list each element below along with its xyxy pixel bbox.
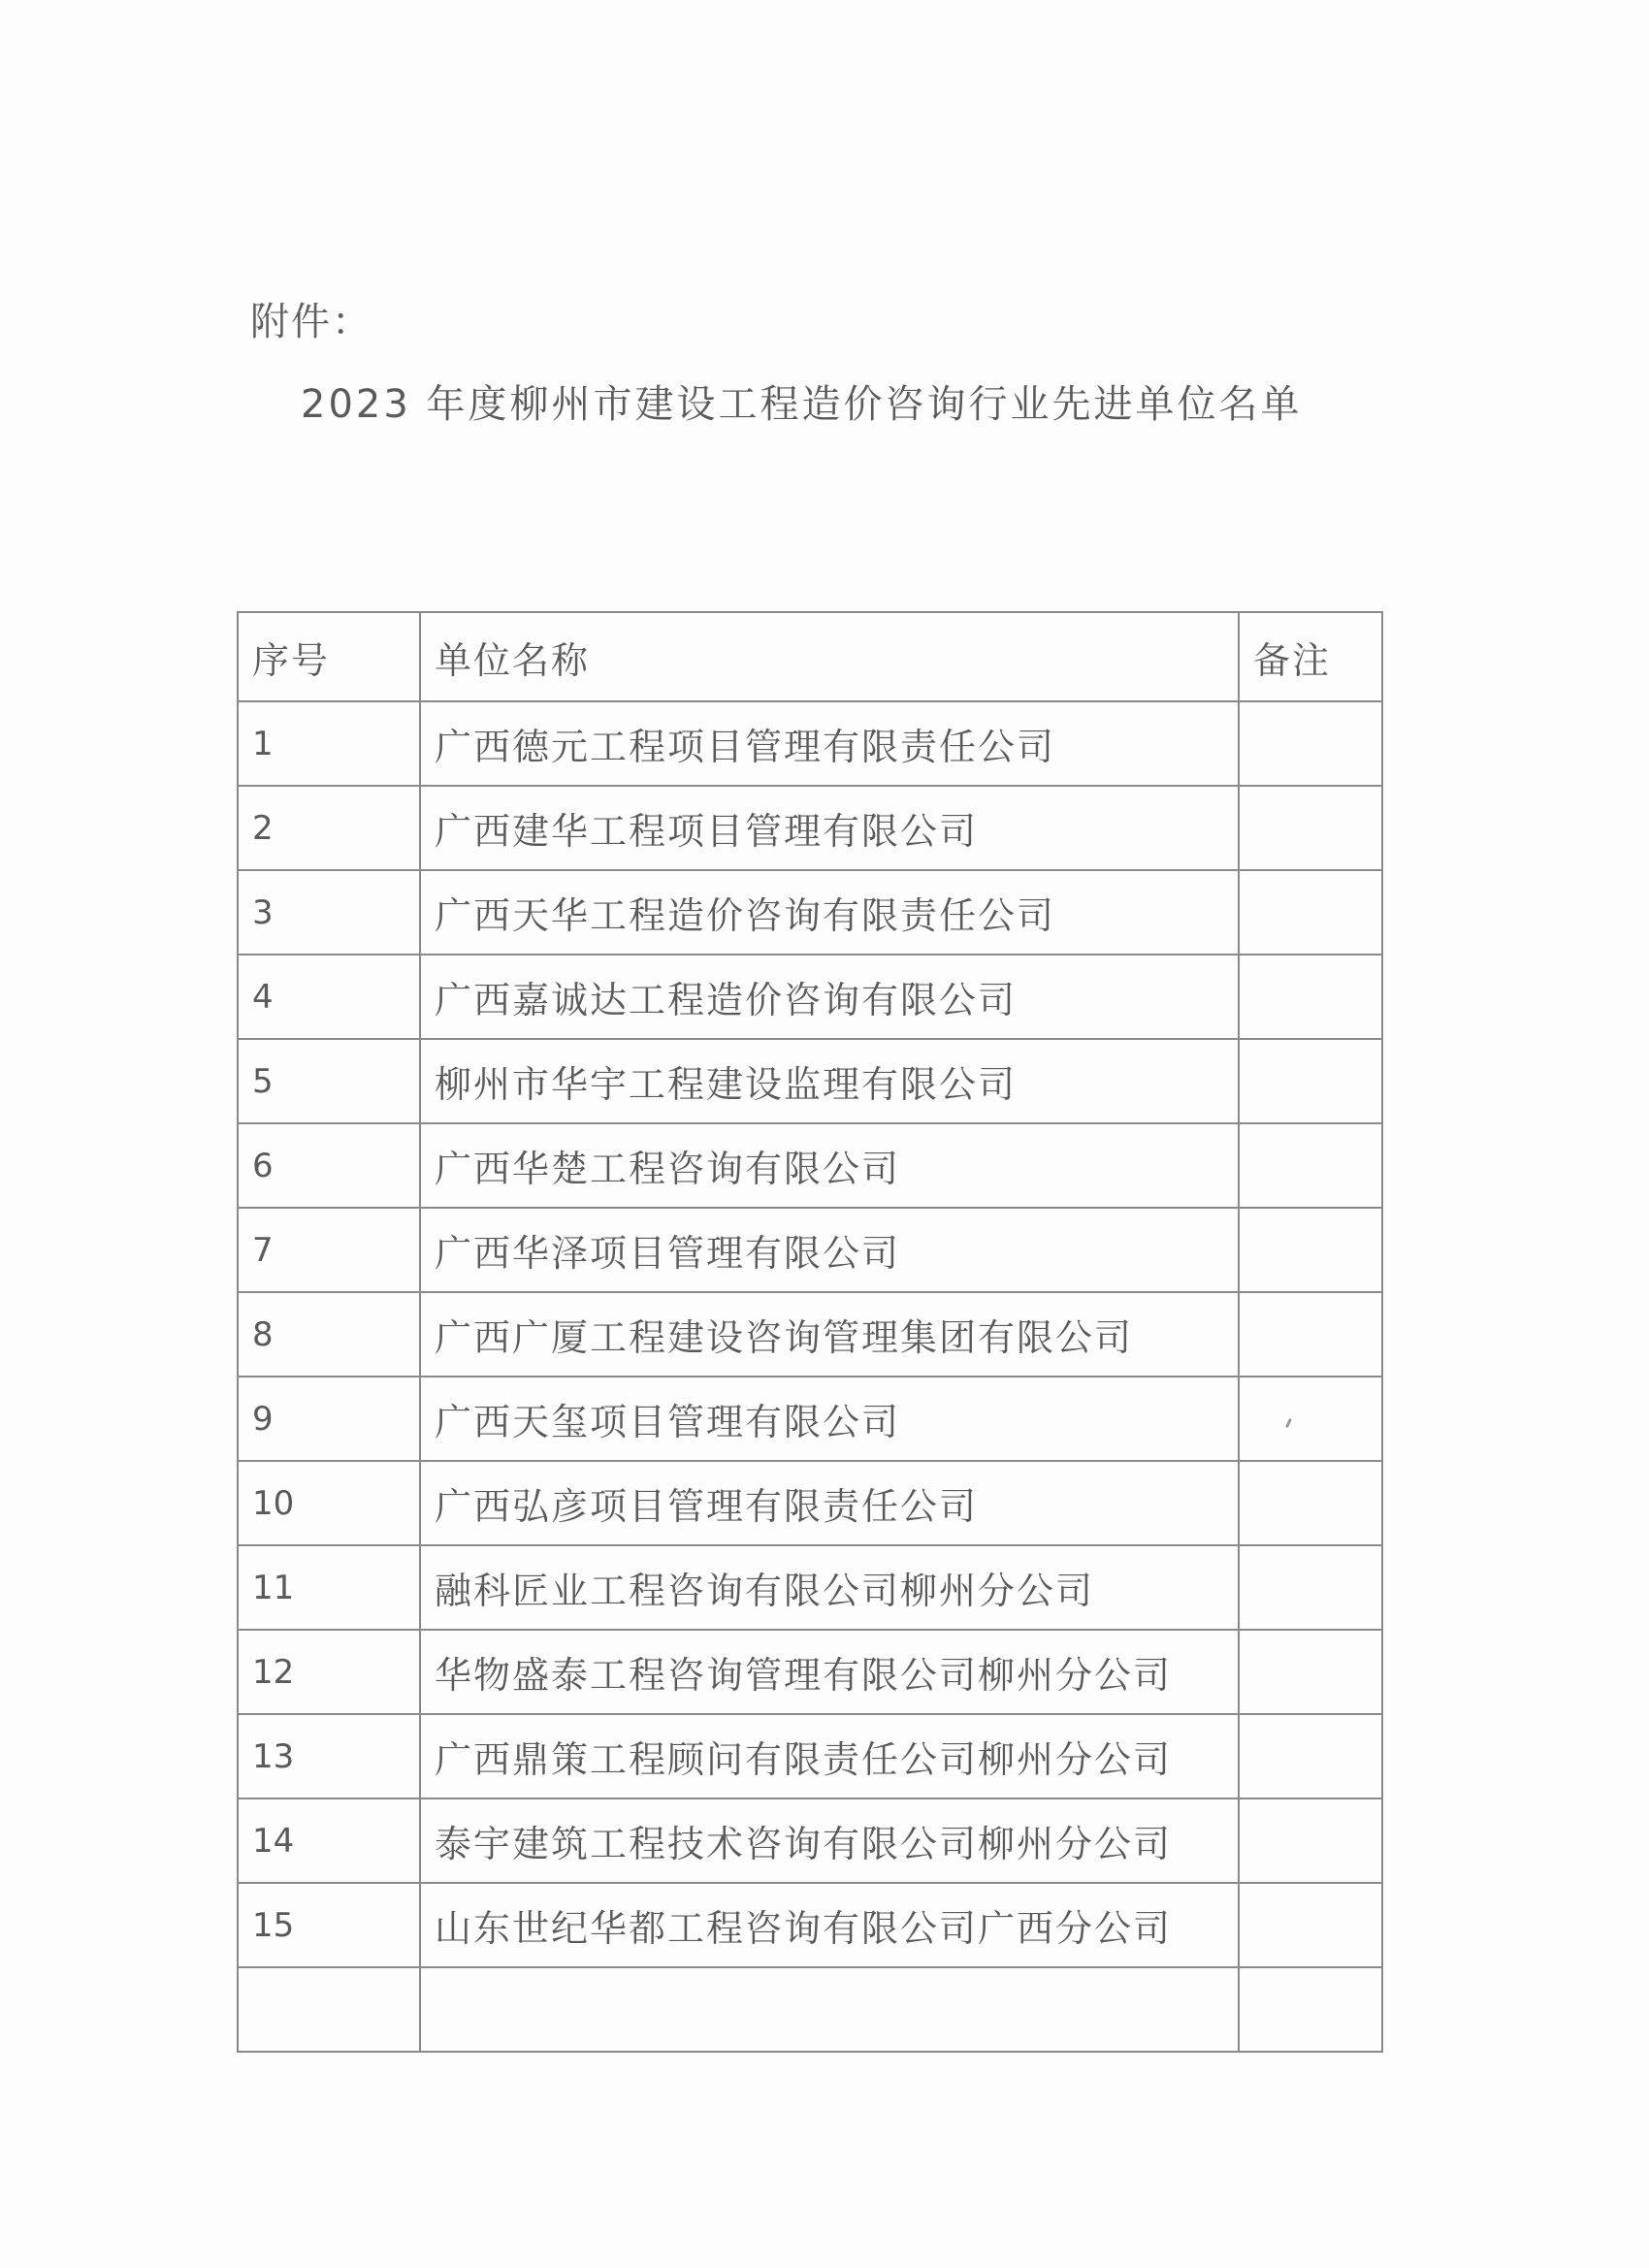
remarks [1239, 1630, 1382, 1714]
table-row-empty [238, 1967, 1382, 2052]
remarks [1239, 1039, 1382, 1123]
unit-name: 广西德元工程项目管理有限责任公司 [420, 701, 1239, 786]
serial-number [238, 1967, 420, 2052]
serial-number: 3 [238, 870, 420, 955]
table-row [238, 1123, 1382, 1208]
unit-name: 广西嘉诚达工程造价咨询有限公司 [420, 955, 1239, 1039]
table-row [238, 1630, 1382, 1714]
unit-name: 广西华楚工程咨询有限公司 [420, 1123, 1239, 1208]
remarks [1239, 786, 1382, 870]
remarks [1239, 1208, 1382, 1292]
unit-name: 华物盛泰工程咨询管理有限公司柳州分公司 [420, 1630, 1239, 1714]
serial-number: 8 [238, 1292, 420, 1377]
serial-number: 4 [238, 955, 420, 1039]
unit-name: 山东世纪华都工程咨询有限公司广西分公司 [420, 1883, 1239, 1967]
serial-number: 10 [238, 1461, 420, 1545]
unit-name: 广西建华工程项目管理有限公司 [420, 786, 1239, 870]
serial-number: 5 [238, 1039, 420, 1123]
unit-name: 泰宇建筑工程技术咨询有限公司柳州分公司 [420, 1798, 1239, 1883]
table-row [238, 1545, 1382, 1630]
serial-number: 15 [238, 1883, 420, 1967]
remarks [1239, 1292, 1382, 1377]
unit-name: 融科匠业工程咨询有限公司柳州分公司 [420, 1545, 1239, 1630]
unit-name: 广西天华工程造价咨询有限责任公司 [420, 870, 1239, 955]
remarks [1239, 1377, 1382, 1461]
serial-number: 13 [238, 1714, 420, 1798]
document-title: 2023 年度柳州市建设工程造价咨询行业先进单位名单 [301, 382, 1303, 427]
unit-name: 广西鼎策工程顾问有限责任公司柳州分公司 [420, 1714, 1239, 1798]
table-row [238, 1461, 1382, 1545]
table-row [238, 1208, 1382, 1292]
table-row [238, 701, 1382, 786]
remarks [1239, 870, 1382, 955]
remarks [1239, 1967, 1382, 2052]
header-unit-name: 单位名称 [420, 612, 1239, 701]
serial-number: 9 [238, 1377, 420, 1461]
header-serial-number: 序号 [238, 612, 420, 701]
table-body [238, 701, 1382, 2052]
unit-name: 柳州市华宇工程建设监理有限公司 [420, 1039, 1239, 1123]
serial-number: 12 [238, 1630, 420, 1714]
remarks [1239, 955, 1382, 1039]
remarks [1239, 1123, 1382, 1208]
table-row [238, 1883, 1382, 1967]
table-row [238, 1292, 1382, 1377]
remarks [1239, 1461, 1382, 1545]
unit-name: 广西天玺项目管理有限公司 [420, 1377, 1239, 1461]
table-row [238, 955, 1382, 1039]
remarks [1239, 1545, 1382, 1630]
table-header-row [238, 612, 1382, 701]
header-remarks: 备注 [1239, 612, 1382, 701]
serial-number: 7 [238, 1208, 420, 1292]
serial-number: 1 [238, 701, 420, 786]
remarks [1239, 1714, 1382, 1798]
table-row [238, 870, 1382, 955]
remarks [1239, 701, 1382, 786]
advanced-units-table [237, 611, 1383, 2053]
serial-number: 11 [238, 1545, 420, 1630]
attachment-label: 附件： [250, 300, 372, 344]
unit-name: 广西广厦工程建设咨询管理集团有限公司 [420, 1292, 1239, 1377]
unit-name: 广西华泽项目管理有限公司 [420, 1208, 1239, 1292]
unit-name: 广西弘彦项目管理有限责任公司 [420, 1461, 1239, 1545]
table-row [238, 1798, 1382, 1883]
remarks [1239, 1798, 1382, 1883]
unit-name [420, 1967, 1239, 2052]
serial-number: 6 [238, 1123, 420, 1208]
serial-number: 2 [238, 786, 420, 870]
serial-number: 14 [238, 1798, 420, 1883]
table-row [238, 786, 1382, 870]
table-row [238, 1039, 1382, 1123]
table-row [238, 1714, 1382, 1798]
remarks [1239, 1883, 1382, 1967]
table-row [238, 1377, 1382, 1461]
